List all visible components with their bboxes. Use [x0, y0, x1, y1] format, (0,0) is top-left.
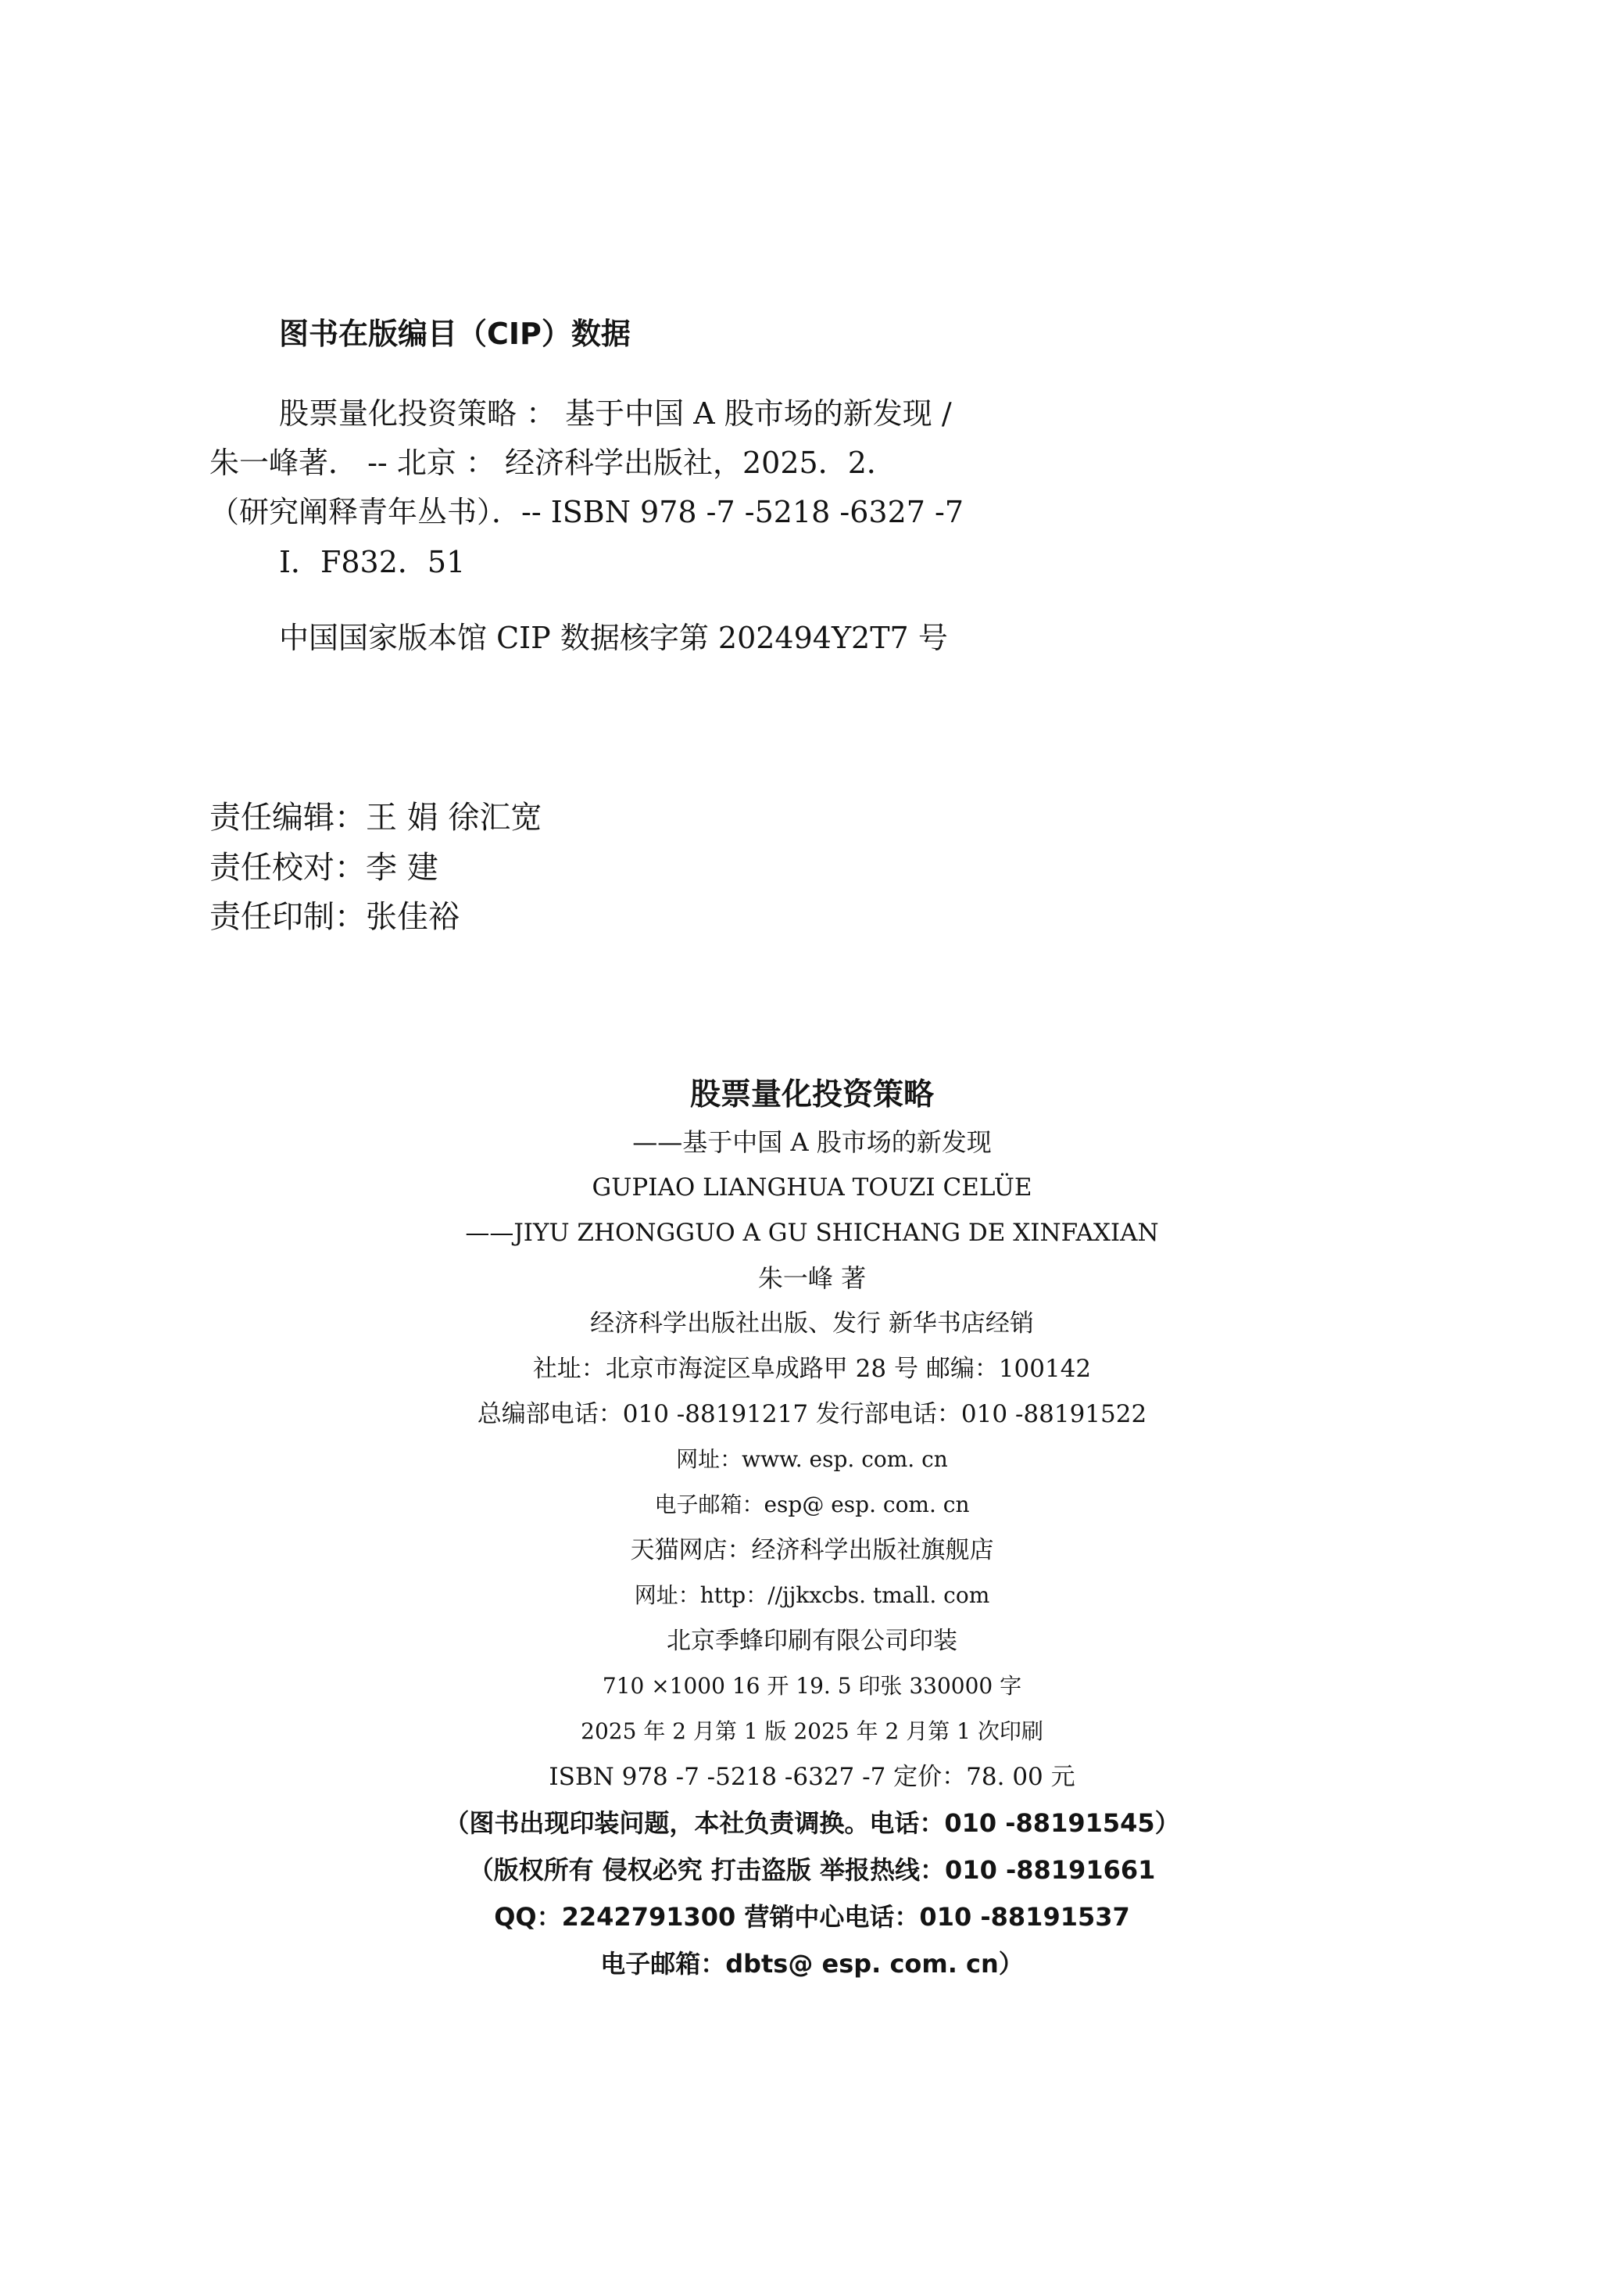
cip-line-author-publisher: 朱一峰著． -- 北京 ： 经济科学出版社，2025．2． — [209, 446, 896, 480]
colophon-address: 社址：北京市海淀区阜成路甲 28 号 邮编：100142 — [532, 1355, 1092, 1383]
colophon-subtitle: ——基于中国 A 股市场的新发现 — [632, 1127, 992, 1157]
cip-line-title: 股票量化投资策略 ： 基于中国 A 股市场的新发现 ∕ — [279, 396, 952, 431]
colophon-pinyin-subtitle: ——JIYU ZHONGGUO A GU SHICHANG DE XINFAXIAN — [465, 1219, 1159, 1247]
colophon-pinyin-title: GUPIAO LIANGHUA TOUZI CELÜE — [592, 1173, 1032, 1202]
colophon-tmall-store: 天猫网店：经济科学出版社旗舰店 — [630, 1536, 994, 1564]
responsible-editor: 责任编辑：王 娟 徐汇宽 — [209, 800, 542, 836]
colophon-author: 朱一峰 著 — [757, 1263, 867, 1293]
cip-heading: 图书在版编目（CIP）数据 — [279, 317, 631, 351]
colophon-edition: 2025 年 2 月第 1 版 2025 年 2 月第 1 次印刷 — [581, 1718, 1043, 1744]
colophon-publisher: 经济科学出版社出版、发行 新华书店经销 — [590, 1309, 1034, 1338]
colophon — [0, 1071, 1624, 1987]
colophon-email: 电子邮箱：esp@ esp. com. cn — [654, 1492, 970, 1517]
colophon-isbn-price: ISBN 978 -7 -5218 -6327 -7 定价：78. 00 元 — [549, 1763, 1075, 1791]
cip-line-classification: Ⅰ．F832．51 — [279, 545, 466, 579]
colophon-notice-contact: QQ：2242791300 营销中心电话：010 -88191537 — [494, 1902, 1130, 1932]
responsible-printing: 责任印制：张佳裕 — [209, 899, 460, 935]
colophon-tmall-url: 网址：http：//jjkxcbs. tmall. com — [634, 1582, 990, 1608]
colophon-notice-copyright: （版权所有 侵权必究 打击盗版 举报热线：010 -88191661 — [468, 1855, 1156, 1885]
cip-line-record-number: 中国国家版本馆 CIP 数据核字第 202494Y2T7 号 — [279, 621, 948, 655]
cip-line-series-isbn: （研究阐释青年丛书）．-- ISBN 978 -7 -5218 -6327 -7 — [209, 495, 964, 529]
responsible-proofreader: 责任校对：李 建 — [209, 850, 438, 886]
colophon-website: 网址：www. esp. com. cn — [676, 1446, 948, 1472]
colophon-printer: 北京季蜂印刷有限公司印装 — [667, 1627, 957, 1655]
colophon-format: 710 ×1000 16 开 19. 5 印张 330000 字 — [602, 1673, 1022, 1699]
colophon-phones: 总编部电话：010 -88191217 发行部电话：010 -88191522 — [477, 1400, 1147, 1428]
colophon-notice-email: 电子邮箱：dbts@ esp. com. cn） — [600, 1949, 1024, 1979]
colophon-title: 股票量化投资策略 — [689, 1077, 934, 1112]
colophon-notice-quality: （图书出现印装问题，本社负责调换。电话：010 -88191545） — [444, 1808, 1180, 1838]
